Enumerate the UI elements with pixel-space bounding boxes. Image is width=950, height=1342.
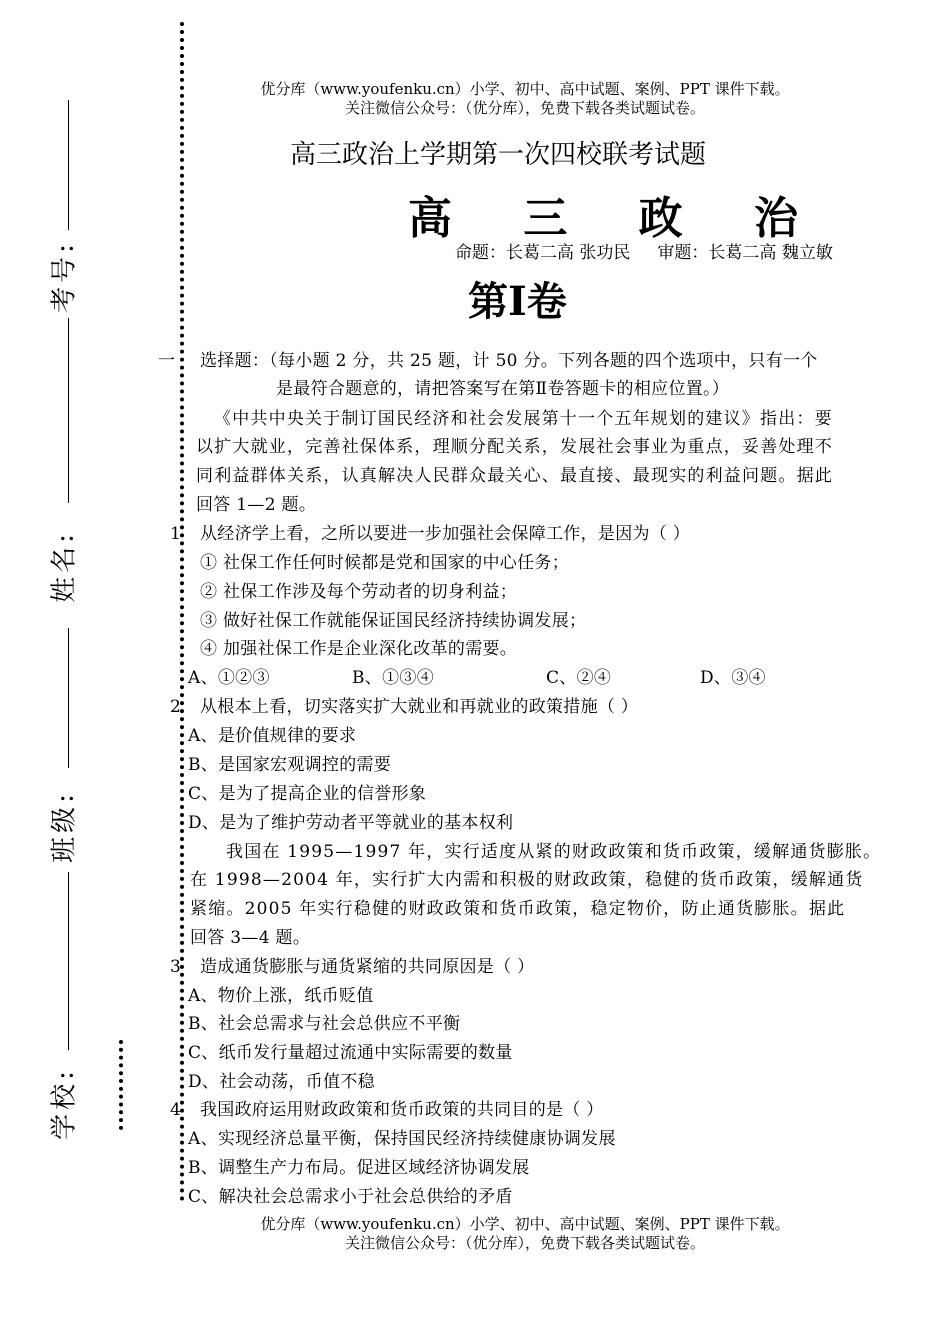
subject-title: 高 三 政 治: [408, 193, 826, 244]
school-label: 学校:: [49, 1067, 80, 1140]
passage1-line-1: 《中共中央关于制订国民经济和社会发展第十一个五年规划的建议》指出：要: [214, 409, 833, 429]
section-number: 一: [158, 351, 176, 371]
passage1-line-3: 同利益群体关系，认真解决人民群众最关心、最直接、最现实的利益问题。据此: [196, 466, 833, 486]
footer-ad-line-2: 关注微信公众号：（优分库），免费下载各类试题试卷。: [344, 1234, 705, 1252]
binding-line-4: [68, 872, 69, 1050]
q4-option-b: B、调整生产力布局。促进区域经济协调发展: [188, 1158, 530, 1178]
q1-item-1: ① 社保工作任何时候都是党和国家的中心任务；: [200, 553, 570, 573]
q3-option-d: D、社会动荡，币值不稳: [188, 1072, 375, 1092]
q3-option-b: B、社会总需求与社会总供应不平衡: [188, 1014, 461, 1034]
author-line: 命题：长葛二高 张功民 审题：长葛二高 魏立敏: [455, 243, 833, 263]
passage2-line-1: 我国在 1995—1997 年，实行适度从紧的财政政策和货币政策，缓解通货膨胀。: [226, 842, 882, 862]
q2-stem: 从根本上看，切实落实扩大就业和再就业的政策措施（ ）: [200, 697, 639, 717]
exam-number-label: 考号:: [49, 240, 80, 313]
q3-option-c: C、纸币发行量超过流通中实际需要的数量: [188, 1043, 513, 1063]
q1-option-a: A、①②③: [188, 668, 270, 688]
q1-number: 1: [170, 524, 182, 544]
q4-stem: 我国政府运用财政政策和货币政策的共同目的是（ ）: [200, 1100, 604, 1120]
q3-number: 3: [170, 957, 182, 977]
section-heading-line-2: 是最符合题意的，请把答案写在第Ⅱ卷答题卡的相应位置。）: [276, 379, 730, 399]
q1-option-b: B、①③④: [352, 668, 434, 688]
q2-option-c: C、是为了提高企业的信誉形象: [188, 784, 427, 804]
passage2-line-3: 紧缩。2005 年实行稳健的财政政策和货币政策，稳定物价，防止通货膨胀。据此: [190, 899, 846, 919]
exam-title: 高三政治上学期第一次四校联考试题: [290, 140, 707, 170]
q4-option-c: C、解决社会总需求小于社会总供给的矛盾: [188, 1187, 513, 1207]
section-heading-line-1: 选择题：（每小题 2 分，共 25 题，计 50 分。下列各题的四个选项中，只有一个: [200, 351, 818, 371]
q3-stem: 造成通货膨胀与通货紧缩的共同原因是（ ）: [200, 957, 535, 977]
q2-number: 2: [170, 697, 182, 717]
dotted-cut-line-short: [119, 1040, 123, 1130]
binding-line-3: [68, 628, 69, 768]
class-label: 班级:: [49, 790, 80, 863]
binding-line-2: [68, 318, 69, 503]
q4-number: 4: [170, 1100, 182, 1120]
q1-item-3: ③ 做好社保工作就能保证国民经济持续协调发展；: [200, 611, 587, 631]
header-ad-line-1: 优分库（www.youfenku.cn）小学、初中、高中试题、案例、PPT 课件下载。: [260, 80, 790, 98]
q1-option-c: C、②④: [546, 668, 612, 688]
q3-option-a: A、物价上涨，纸币贬值: [188, 986, 374, 1006]
footer-ad-line-1: 优分库（www.youfenku.cn）小学、初中、高中试题、案例、PPT 课件下载。: [260, 1215, 790, 1233]
q1-item-2: ② 社保工作涉及每个劳动者的切身利益；: [200, 582, 518, 602]
q1-option-d: D、③④: [700, 668, 766, 688]
q1-stem: 从经济学上看，之所以要进一步加强社会保障工作，是因为（ ）: [200, 524, 691, 544]
passage2-line-2: 在 1998—2004 年，实行扩大内需和积极的财政政策，稳健的货币政策，缓解通货: [190, 870, 864, 890]
q4-option-a: A、实现经济总量平衡，保持国民经济持续健康协调发展: [188, 1129, 616, 1149]
q2-option-a: A、是价值规律的要求: [188, 726, 357, 746]
name-label: 姓名:: [49, 530, 80, 603]
header-ad-line-2: 关注微信公众号：（优分库），免费下载各类试题试卷。: [344, 99, 705, 117]
passage1-line-2: 以扩大就业，完善社保体系，理顺分配关系，发展社会事业为重点，妥善处理不: [196, 437, 833, 457]
passage2-line-4: 回答 3—4 题。: [190, 928, 311, 948]
q1-item-4: ④ 加强社保工作是企业深化改革的需要。: [200, 639, 518, 659]
q2-option-b: B、是国家宏观调控的需要: [188, 755, 392, 775]
passage1-line-4: 回答 1—2 题。: [196, 495, 317, 515]
volume-title: 第Ⅰ卷: [468, 278, 567, 325]
dotted-cut-line: [180, 22, 184, 1202]
binding-line-top: [68, 100, 69, 230]
q2-option-d: D、是为了维护劳动者平等就业的基本权利: [188, 813, 514, 833]
